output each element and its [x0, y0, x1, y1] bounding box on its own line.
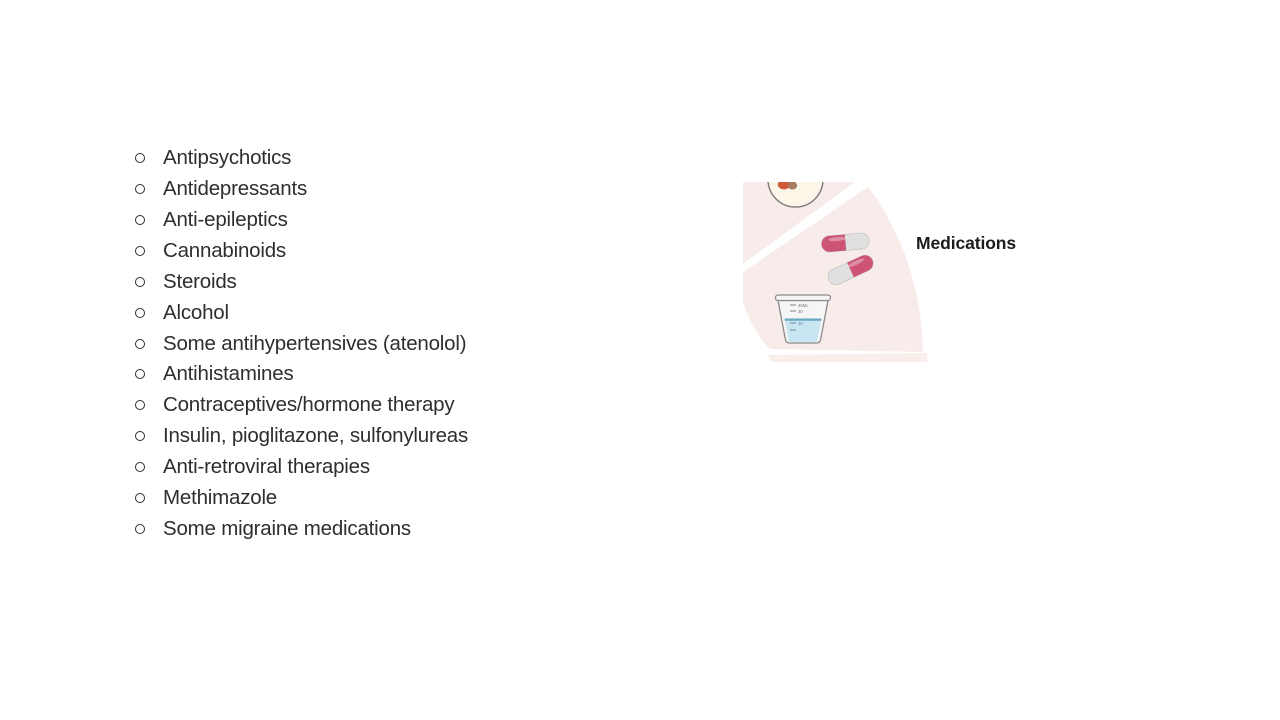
list-item-text: Antipsychotics — [163, 146, 292, 170]
list-item-text: Some migraine medications — [163, 516, 411, 540]
list-item-text: Antidepressants — [163, 177, 308, 201]
list-item-text: Insulin, pioglitazone, sulfonylureas — [163, 424, 469, 448]
circle-bullet-icon — [135, 277, 145, 287]
circle-bullet-icon — [135, 308, 145, 318]
list-item — [131, 266, 468, 297]
circle-bullet-icon — [135, 400, 145, 410]
list-item — [131, 174, 468, 205]
list-item-text: Contraceptives/hormone therapy — [163, 393, 455, 417]
medication-list — [131, 143, 468, 544]
list-item — [131, 236, 468, 267]
medications-illustration — [743, 182, 1033, 362]
circle-bullet-icon — [135, 493, 145, 503]
list-item-text: Methimazole — [163, 485, 278, 509]
list-item — [131, 328, 468, 359]
list-item-text: Anti-epileptics — [163, 208, 288, 232]
list-item — [131, 359, 468, 390]
diagram-slice-bottom — [768, 353, 927, 362]
list-item-text: Antihistamines — [163, 362, 294, 386]
list-item-text: Anti-retroviral therapies — [163, 455, 370, 479]
circle-bullet-icon — [135, 339, 145, 349]
circle-bullet-icon — [135, 246, 145, 256]
list-item — [131, 482, 468, 513]
cup-marking-text: 40ML — [798, 302, 809, 308]
cup-marking-text: 30 — [798, 308, 803, 314]
list-item-text: Cannabinoids — [163, 239, 286, 262]
circle-bullet-icon — [135, 215, 145, 225]
list-item — [131, 452, 468, 483]
list-item-text: Some antihypertensives (atenolol) — [163, 331, 467, 355]
circle-bullet-icon — [135, 153, 145, 163]
list-item-text: Steroids — [163, 269, 237, 293]
list-item — [131, 205, 468, 236]
list-item — [131, 421, 468, 452]
list-item — [131, 390, 468, 421]
illustration-label: Medications — [916, 233, 1017, 253]
list-item-text: Alcohol — [163, 300, 229, 324]
list-item — [131, 143, 468, 174]
circle-bullet-icon — [135, 462, 145, 472]
circle-bullet-icon — [135, 184, 145, 194]
list-item — [131, 297, 468, 328]
circle-bullet-icon — [135, 369, 145, 379]
circle-bullet-icon — [135, 431, 145, 441]
cup-liquid — [785, 319, 822, 342]
circle-bullet-icon — [135, 524, 145, 534]
cup-marking-text: 10 — [798, 320, 803, 326]
list-item — [131, 513, 468, 544]
